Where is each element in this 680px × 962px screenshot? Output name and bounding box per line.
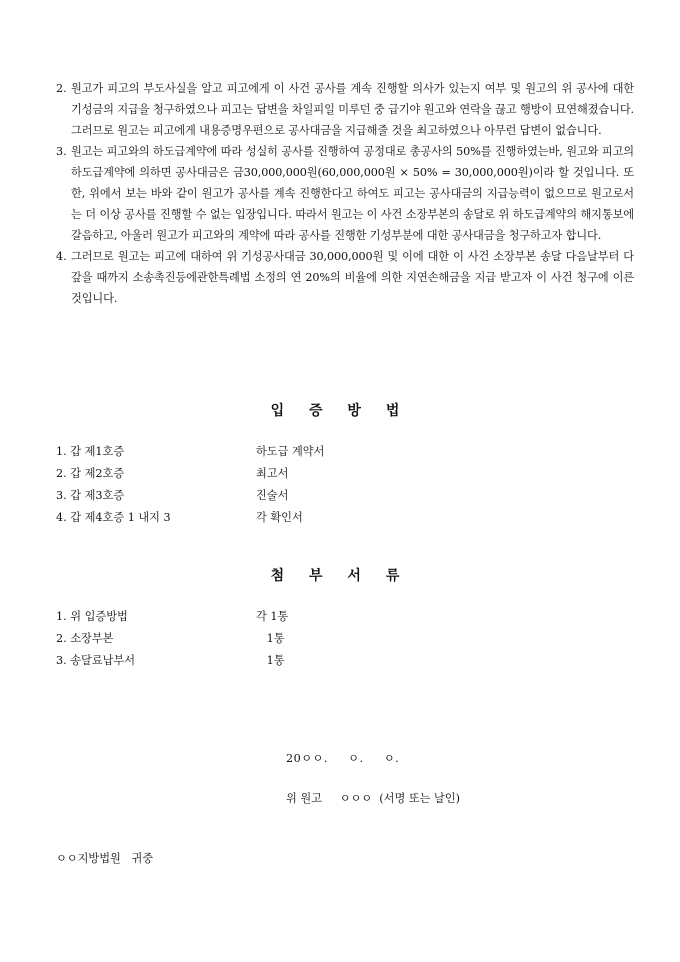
evidence-row <box>56 485 324 507</box>
evidence-row <box>56 463 324 485</box>
plaintiff-signature-line: 위 원고 ㅇㅇㅇ (서명 또는 날인) <box>286 792 460 805</box>
claim-number: 2. <box>56 82 67 95</box>
attachment-label: 1. 위 입증방법 <box>56 610 128 623</box>
evidence-value: 최고서 <box>256 467 289 480</box>
attachment-row <box>56 628 288 650</box>
evidence-label: 3. 갑 제3호증 <box>56 489 125 502</box>
claims-list <box>56 78 634 309</box>
attachment-value: 1통 <box>256 632 285 645</box>
attachment-label: 3. 송달료납부서 <box>56 654 136 667</box>
evidence-title: 입 증 방 법 <box>270 403 410 419</box>
evidence-label: 2. 갑 제2호증 <box>56 467 125 480</box>
court-addressee: ㅇㅇ지방법원 귀중 <box>56 852 154 865</box>
attachments-list <box>56 606 288 672</box>
evidence-row <box>56 507 324 529</box>
attachment-row <box>56 606 288 628</box>
evidence-value: 각 확인서 <box>256 511 303 524</box>
attachment-label: 2. 소장부본 <box>56 632 114 645</box>
claim-item <box>56 246 634 309</box>
claim-text: 그러므로 원고는 피고에 대하여 위 기성공사대금 30,000,000원 및 이에 대한 이 사건 소장부본 송달 다음날부터 다 갚을 때까지 소송촉진등에관한특례법 소정의 연 20%의 비율에 의한 지연손해금을 지급 받고자 이 사건 청구에 이른 것입니다. <box>71 250 634 305</box>
evidence-label: 1. 갑 제1호증 <box>56 445 125 458</box>
attachments-title: 첨 부 서 류 <box>270 568 410 584</box>
evidence-row <box>56 441 324 463</box>
evidence-value: 하도급 계약서 <box>256 445 325 458</box>
claim-number: 4. <box>56 250 67 263</box>
claim-text: 원고가 피고의 부도사실을 알고 피고에게 이 사건 공사를 계속 진행할 의사가 있는지 여부 및 원고의 위 공사에 대한 기성금의 지급을 청구하였으나 피고는 답변을 차일피일 미루던 중 급기야 원고와 연락을 끊고 행방이 묘연해졌습니다. 그러므로 원고는 피고에게 내용증명우편으로 공사대금을 지급해줄 것을 최고하였으나 아무런 답변이 없습니다. <box>71 82 634 137</box>
attachment-value: 각 1통 <box>256 610 289 623</box>
claim-text: 원고는 피고와의 하도급계약에 따라 성실히 공사를 진행하여 공정대로 총공사의 50%를 진행하였는바, 원고와 피고의 하도급계약에 의하면 공사대금은 금30,000,000원(60,000,000원 × 50% = 30,000,000원)이라 할 것입니다. 또한, 위에서 보는 바와 같이 원고가 공사를 계속 진행한다고 하여도 피고는 공사대금의 지급능력이 없으므로 원고로서는 더 이상 공사를 진행할 수 없는 입장입니다. 따라서 원고는 이 사건 소장부본의 송달로 위 하도급계약의 해지통보에 갈음하고, 아울러 원고가 피고와의 계약에 따라 공사를 진행한 기성부분에 대한 공사대금을 청구하고자 합니다. <box>71 145 634 242</box>
evidence-label: 4. 갑 제4호증 1 내지 3 <box>56 511 171 524</box>
evidence-list <box>56 441 324 529</box>
claim-item <box>56 78 634 141</box>
attachment-value: 1통 <box>256 654 285 667</box>
claim-number: 3. <box>56 145 67 158</box>
evidence-value: 진술서 <box>256 489 289 502</box>
attachment-row <box>56 650 288 672</box>
filing-date: 20ㅇㅇ. ㅇ. ㅇ. <box>286 752 400 765</box>
claim-item <box>56 141 634 246</box>
